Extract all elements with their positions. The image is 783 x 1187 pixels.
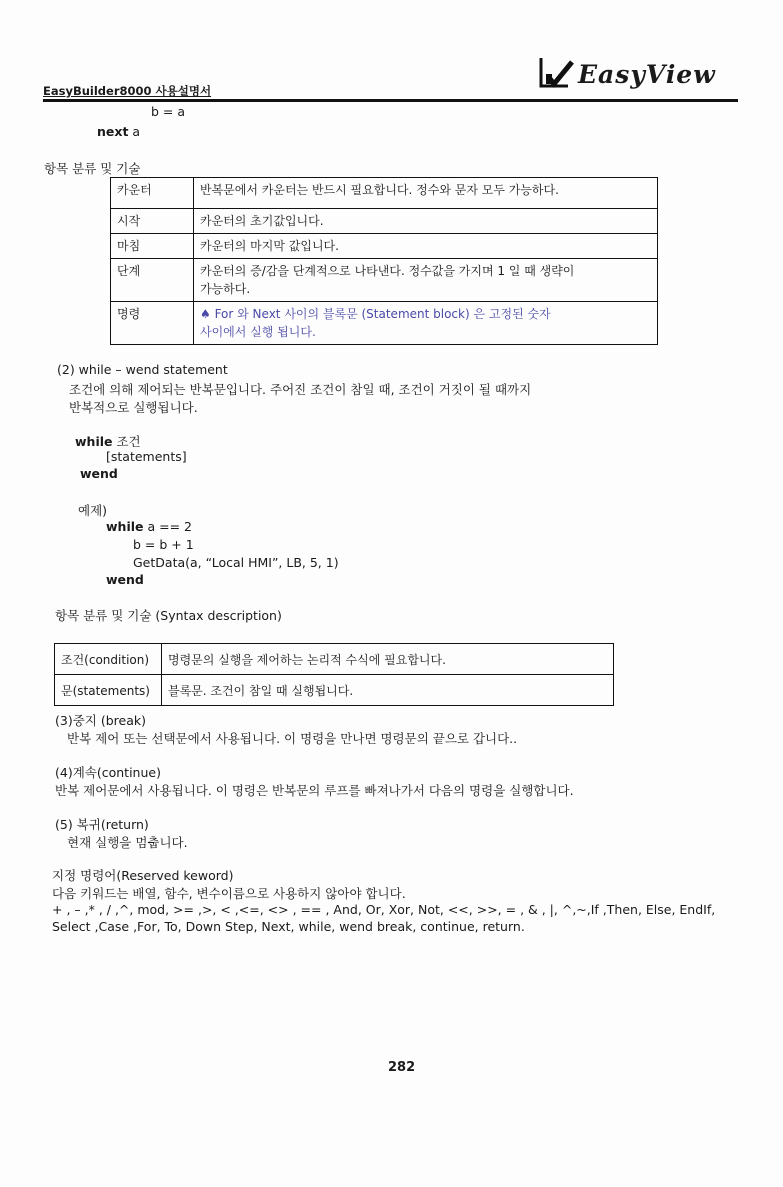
page-number: 282 [388, 1060, 416, 1075]
example-wend: wend [106, 572, 144, 587]
while-condition: 조건 [112, 434, 141, 449]
row-key: 문(statements) [55, 675, 162, 706]
row-value: 명령문의 실행을 제어하는 논리적 수식에 필요합니다. [162, 644, 614, 675]
return-desc: 현재 실행을 멈춥니다. [67, 835, 188, 850]
table-row [55, 675, 614, 706]
easyview-logo [538, 54, 738, 96]
while-desc-2: 반복적으로 실행됩니다. [69, 400, 198, 415]
reserved-list-1: + , – ,* , / ,^, mod, >= ,>, < ,<=, <> , == , And, Or, Xor, Not, <<, >>, = , & , |, ^,~,If ,Then, Else, EndIf, [52, 902, 716, 917]
continue-title: (4)계속(continue) [55, 765, 161, 780]
while-title: (2) while – wend statement [57, 362, 228, 377]
row-value: 블록문. 조건이 참일 때 실행됩니다. [162, 675, 614, 706]
code-line-assign: b = a [151, 104, 186, 119]
for-next-syntax-table [110, 177, 658, 345]
example-while-line [106, 519, 192, 534]
logo-text: EasyView [578, 60, 716, 89]
example-condition: a == 2 [143, 519, 192, 534]
row-key: 마침 [111, 234, 194, 259]
table-row [55, 644, 614, 675]
row-value: 카운터의 초기값입니다. [194, 209, 658, 234]
keyword-while: while [75, 434, 113, 449]
syntax-description-heading: 항목 분류 및 기술 (Syntax description) [55, 608, 282, 623]
break-title: (3)중지 (break) [55, 713, 146, 728]
row-value-line: 사이에서 실행 됩니다. [200, 325, 316, 339]
code-line-next [97, 124, 140, 139]
row-value-line: ♠ For 와 Next 사이의 블록문 (Statement block) 은 고정된 숫자 [200, 307, 551, 321]
row-value: 반복문에서 카운터는 반드시 필요합니다. 정수와 문자 모두 가능하다. [194, 178, 658, 209]
row-value-line: 카운터의 증/감을 단계적으로 나타낸다. 정수값을 가지며 1 일 때 생략이 [200, 264, 575, 278]
row-key: 시작 [111, 209, 194, 234]
header-rule [43, 99, 738, 102]
next-var: a [128, 124, 141, 139]
keyword-wend: wend [80, 466, 118, 481]
return-title: (5) 복귀(return) [55, 817, 149, 832]
logo-mark-icon [538, 54, 578, 94]
example-line-2: GetData(a, “Local HMI”, LB, 5, 1) [133, 555, 339, 570]
reserved-desc: 다음 키워드는 배열, 함수, 변수이름으로 사용하지 않아야 합니다. [52, 886, 406, 901]
while-syntax-body: [statements] [106, 449, 187, 464]
row-value: 카운터의 마지막 값입니다. [194, 234, 658, 259]
table-row [111, 178, 658, 209]
table-row [111, 234, 658, 259]
row-value [194, 259, 658, 302]
table-row [111, 302, 658, 345]
continue-desc: 반복 제어문에서 사용됩니다. 이 명령은 반복문의 루프를 빠져나가서 다음의 명령을 실행합니다. [55, 783, 574, 798]
row-key: 단계 [111, 259, 194, 302]
break-desc: 반복 제어 또는 선택문에서 사용됩니다. 이 명령을 만나면 명령문의 끝으로 갑니다.. [67, 731, 518, 746]
row-value-line: 가능하다. [200, 282, 251, 296]
table-row [111, 209, 658, 234]
example-label: 예제) [78, 503, 108, 518]
while-syntax-table [54, 643, 614, 706]
row-value [194, 302, 658, 345]
reserved-list-2: Select ,Case ,For, To, Down Step, Next, while, wend break, continue, return. [52, 919, 525, 934]
row-key: 조건(condition) [55, 644, 162, 675]
table-row [111, 259, 658, 302]
document-title: EasyBuilder8000 사용설명서 [43, 84, 212, 98]
reserved-title: 지정 명령어(Reserved keword) [52, 868, 234, 883]
while-desc-1: 조건에 의해 제어되는 반복문입니다. 주어진 조건이 참일 때, 조건이 거짓이 될 때까지 [69, 382, 532, 397]
row-key: 명령 [111, 302, 194, 345]
keyword-while: while [106, 519, 144, 534]
keyword-next: next [97, 124, 129, 139]
while-syntax-line [75, 432, 141, 450]
section-heading: 항목 분류 및 기술 [44, 161, 141, 176]
row-key: 카운터 [111, 178, 194, 209]
example-line-1: b = b + 1 [133, 537, 194, 552]
